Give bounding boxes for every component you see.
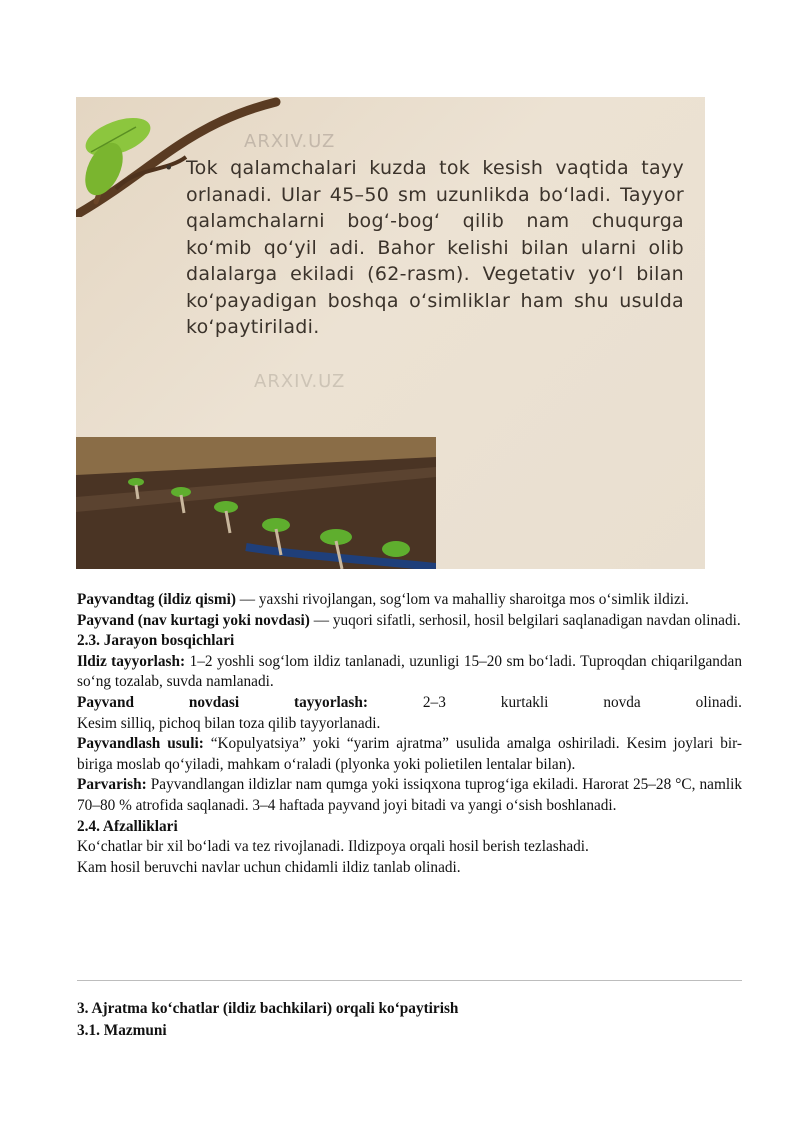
heading-3: 3. Ajratma ko‘chatlar (ildiz bachkilari) orqali ko‘paytirish bbox=[77, 1000, 459, 1017]
watermark: ARXIV.UZ bbox=[254, 371, 346, 392]
desc-payvand: — yuqori sifatli, serhosil, hosil belgilari saqlanadigan navdan olinadi. bbox=[313, 611, 741, 629]
term-parvarish: Parvarish: bbox=[77, 776, 147, 794]
watermark: ARXIV.UZ bbox=[244, 131, 336, 152]
term-payvandtag: Payvandtag (ildiz qismi) bbox=[77, 591, 236, 608]
desc-ildiz: 1–2 yoshli sog‘lom ildiz tanlanadi, uzunligi 15–20 sm bo‘ladi. Tuproqdan chiqarilgandan so‘ng tozalab, suvda namlanadi. bbox=[77, 652, 742, 691]
paragraph-parvarish bbox=[77, 775, 742, 816]
term-usul: Payvandlash usuli: bbox=[77, 735, 204, 753]
desc-novda: 2–3 kurtakli novda olinadi. bbox=[422, 693, 742, 711]
term-payvand: Payvand (nav kurtagi yoki novdasi) bbox=[77, 611, 310, 629]
desc-parvarish: Payvandlangan ildizlar nam qumga yoki issiqxona tuprog‘iga ekiladi. Harorat 25–28 °C, namlik 70–80 % atrofida saqlanadi. 3–4 haftada payvand joyi bitadi va yangi o‘sish boshlanadi. bbox=[77, 776, 742, 814]
paragraph-payvandtag bbox=[77, 590, 742, 611]
paragraph-afzal-2: Kam hosil beruvchi navlar uchun chidamli ildiz tanlab olinadi. bbox=[77, 858, 461, 876]
paragraph-afzal-1: Ko‘chatlar bir xil bo‘ladi va tez rivojlanadi. Ildizpoya orqali hosil berish tezlashadi. bbox=[77, 838, 589, 856]
slide-image bbox=[76, 97, 705, 569]
heading-3-1: 3.1. Mazmuni bbox=[77, 1022, 167, 1039]
section-3 bbox=[77, 998, 742, 1042]
slide-bullet-text bbox=[164, 155, 684, 341]
heading-2-3: 2.3. Jarayon bosqichlari bbox=[77, 632, 235, 650]
bullet-icon: • bbox=[164, 158, 174, 177]
paragraph-novda-2: Kesim silliq, pichoq bilan toza qilib tayyorlanadi. bbox=[77, 714, 381, 732]
term-novda: Payvand novdasi tayyorlash: bbox=[77, 693, 368, 711]
term-ildiz: Ildiz tayyorlash: bbox=[77, 652, 186, 670]
vineyard-seedlings-photo bbox=[76, 437, 436, 569]
desc-usul: “Kopulyatsiya” yoki “yarim ajratma” usulida amalga oshiriladi. Kesim joylari bir-biriga moslab qo‘yiladi, mahkam o‘raladi (plyonka yoki polietilen lentalar bilan). bbox=[77, 735, 743, 773]
heading-2-4: 2.4. Afzalliklari bbox=[77, 817, 178, 835]
horizontal-divider bbox=[77, 980, 742, 981]
document-body bbox=[77, 590, 742, 878]
slide-text-content: Tok qalamchalari kuzda tok kesish vaqtida tayy orlanadi. Ular 45–50 sm uzunlikda bo‘ladi. Tayyor qalamchalarni bog‘-bog‘ qilib nam chuqurga ko‘mib qo‘yil adi. Bahor kelishi bilan ularni olib dalalarga ekiladi (62-rasm). Vegetativ yo‘l bilan ko‘payadigan boshqa o‘simliklar ham shu usulda ko‘paytiriladi. bbox=[186, 157, 684, 338]
paragraph-payvand bbox=[77, 611, 742, 632]
desc-payvandtag: — yaxshi rivojlangan, sog‘lom va mahalliy sharoitga mos o‘simlik ildizi. bbox=[239, 591, 689, 608]
paragraph-usul bbox=[77, 734, 742, 775]
paragraph-novda bbox=[77, 693, 742, 714]
paragraph-ildiz bbox=[77, 652, 742, 693]
